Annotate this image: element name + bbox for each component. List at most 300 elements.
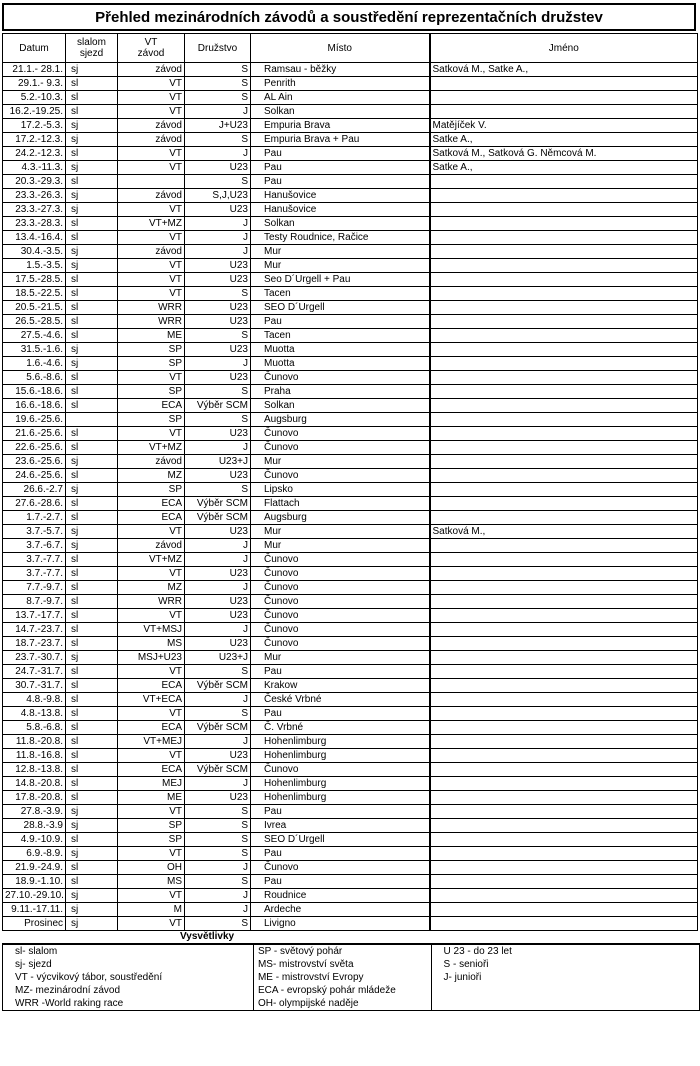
cell-names [430,819,698,833]
header-type-line2: závod [137,48,165,59]
cell-discipline: sj [66,161,118,175]
table-row [3,861,698,875]
cell-discipline: sl [66,609,118,623]
cell-date: 21.6.-25.6. [3,427,66,441]
legend-rows [3,944,700,1011]
cell-discipline: sl [66,105,118,119]
legend-item [431,984,699,997]
cell-type: WRR [118,301,185,315]
table-row [3,217,698,231]
cell-date: 27.8.-3.9. [3,805,66,819]
cell-names [430,301,698,315]
cell-type: ECA [118,721,185,735]
cell-team: S [185,287,251,301]
cell-names [430,371,698,385]
cell-type: závod [118,245,185,259]
table-row [3,777,698,791]
cell-place: Pau [251,707,430,721]
cell-type: VT [118,707,185,721]
cell-discipline: sl [66,553,118,567]
cell-discipline: sl [66,469,118,483]
cell-place: Empuria Brava + Pau [251,133,430,147]
cell-team: J [185,441,251,455]
cell-type: VT [118,609,185,623]
table-row [3,455,698,469]
cell-place: Flattach [251,497,430,511]
cell-names [430,441,698,455]
cell-place: Solkan [251,217,430,231]
cell-discipline: sj [66,889,118,903]
cell-team: S,J,U23 [185,189,251,203]
legend-item: J- junioři [431,971,699,984]
cell-place: Mur [251,651,430,665]
cell-names [430,791,698,805]
cell-type: MZ [118,469,185,483]
cell-team: S [185,833,251,847]
cell-type [118,175,185,189]
table-row [3,231,698,245]
table-row [3,539,698,553]
cell-team: U23 [185,791,251,805]
cell-date: 26.5.-28.5. [3,315,66,329]
cell-date: 26.6.-2.7 [3,483,66,497]
header-type [118,34,185,63]
cell-place: Pau [251,805,430,819]
cell-names [430,553,698,567]
cell-discipline: sl [66,511,118,525]
table-row [3,385,698,399]
cell-place: Livigno [251,917,430,931]
cell-team: U23 [185,469,251,483]
cell-type: VT [118,77,185,91]
cell-place: Tacen [251,287,430,301]
table-row [3,371,698,385]
table-row [3,427,698,441]
cell-names [430,189,698,203]
cell-discipline: sj [66,651,118,665]
schedule-rows [3,63,698,931]
table-row [3,805,698,819]
cell-date: 23.3.-28.3. [3,217,66,231]
legend-row [3,958,700,971]
table-row [3,679,698,693]
table-row [3,707,698,721]
cell-names: Satková M., Satková G. Němcová M. [430,147,698,161]
cell-date: 17.2.-5.3. [3,119,66,133]
cell-team: J [185,889,251,903]
cell-date: 18.7.-23.7. [3,637,66,651]
cell-type: VT+MZ [118,441,185,455]
cell-type: VT+MSJ [118,623,185,637]
cell-team: S [185,91,251,105]
cell-date: 12.8.-13.8. [3,763,66,777]
cell-discipline: sj [66,119,118,133]
cell-date: 17.8.-20.8. [3,791,66,805]
table-row [3,63,698,77]
cell-date: 16.6.-18.6. [3,399,66,413]
cell-discipline: sj [66,903,118,917]
cell-place: Čunovo [251,371,430,385]
cell-discipline: sl [66,595,118,609]
cell-team: S [185,385,251,399]
cell-team: U23+J [185,651,251,665]
cell-type: VT [118,525,185,539]
cell-names [430,245,698,259]
cell-type: VT [118,749,185,763]
table-row [3,147,698,161]
cell-type: VT [118,287,185,301]
cell-discipline: sj [66,245,118,259]
table-row [3,721,698,735]
cell-type: VT [118,91,185,105]
table-row [3,735,698,749]
cell-date: 11.8.-16.8. [3,749,66,763]
cell-date: 14.7.-23.7. [3,623,66,637]
table-row [3,609,698,623]
header-jmeno: Jméno [430,34,698,63]
cell-type: VT [118,259,185,273]
sheet-title: Přehled mezinárodních závodů a soustředění reprezentačních družstev [2,3,696,31]
cell-names [430,721,698,735]
cell-discipline: sl [66,427,118,441]
legend-item: ECA - evropský pohár mládeže [253,984,431,997]
table-row [3,343,698,357]
cell-date: 13.4.-16.4. [3,231,66,245]
cell-discipline: sj [66,357,118,371]
cell-names [430,413,698,427]
cell-names [430,595,698,609]
cell-type: MS [118,637,185,651]
table-row [3,315,698,329]
cell-discipline: sl [66,91,118,105]
table-row [3,329,698,343]
cell-team: S [185,63,251,77]
cell-team: U23 [185,567,251,581]
cell-team: U23 [185,343,251,357]
cell-discipline: sj [66,525,118,539]
cell-place: Krakow [251,679,430,693]
cell-discipline: sj [66,917,118,931]
cell-place: Čunovo [251,763,430,777]
cell-place: Mur [251,455,430,469]
cell-date: 22.6.-25.6. [3,441,66,455]
cell-type: SP [118,483,185,497]
cell-team: J [185,861,251,875]
table-row [3,819,698,833]
cell-place: Ivrea [251,819,430,833]
cell-discipline: sl [66,791,118,805]
cell-team: J [185,539,251,553]
cell-names [430,833,698,847]
cell-names [430,777,698,791]
cell-type: ECA [118,399,185,413]
cell-discipline: sl [66,497,118,511]
cell-place: Tacen [251,329,430,343]
cell-date: 20.3.-29.3. [3,175,66,189]
cell-names [430,259,698,273]
cell-discipline: sl [66,749,118,763]
cell-place: Čunovo [251,441,430,455]
cell-date: 28.8.-3.9 [3,819,66,833]
cell-type: závod [118,189,185,203]
cell-team: J [185,581,251,595]
cell-type: VT [118,273,185,287]
table-row [3,567,698,581]
cell-team: J [185,217,251,231]
cell-names [430,875,698,889]
table-row [3,357,698,371]
cell-type: VT [118,231,185,245]
cell-team: U23 [185,749,251,763]
cell-names [430,735,698,749]
legend-row [3,997,700,1011]
cell-date: Prosinec [3,917,66,931]
cell-team: U23 [185,525,251,539]
cell-place: Pau [251,175,430,189]
cell-place: Čunovo [251,553,430,567]
table-row [3,651,698,665]
table-row [3,581,698,595]
cell-discipline [66,413,118,427]
cell-type: MSJ+U23 [118,651,185,665]
cell-type: SP [118,833,185,847]
legend-item: S - senioři [431,958,699,971]
table-row [3,511,698,525]
cell-place: Čunovo [251,609,430,623]
cell-names [430,91,698,105]
cell-team: U23 [185,315,251,329]
cell-team: S [185,413,251,427]
cell-names [430,637,698,651]
cell-discipline: sl [66,399,118,413]
cell-type: závod [118,119,185,133]
cell-place: Solkan [251,399,430,413]
table-row [3,749,698,763]
cell-place: Mur [251,259,430,273]
cell-team: J [185,231,251,245]
legend-item: WRR -World raking race [3,997,254,1011]
cell-names [430,763,698,777]
table-row [3,917,698,931]
cell-place: Hohenlimburg [251,777,430,791]
table-row [3,889,698,903]
cell-team: U23+J [185,455,251,469]
cell-type: VT+MZ [118,217,185,231]
cell-names [430,469,698,483]
table-row [3,175,698,189]
cell-team: U23 [185,609,251,623]
cell-team: Výběr SCM [185,497,251,511]
cell-date: 24.7.-31.7. [3,665,66,679]
table-row [3,665,698,679]
cell-team: Výběr SCM [185,721,251,735]
cell-date: 3.7.-6.7. [3,539,66,553]
header-discipline [66,34,118,63]
cell-team: S [185,847,251,861]
cell-team: J [185,105,251,119]
cell-names [430,889,698,903]
legend-title: Vysvětlivky [180,931,235,942]
cell-type: VT+MEJ [118,735,185,749]
cell-date: 1.5.-3.5. [3,259,66,273]
table-row [3,903,698,917]
cell-team: U23 [185,637,251,651]
cell-type: MS [118,875,185,889]
cell-team: S [185,819,251,833]
table-row [3,413,698,427]
cell-discipline: sj [66,539,118,553]
cell-team: U23 [185,273,251,287]
cell-names [430,581,698,595]
cell-place: Augsburg [251,511,430,525]
cell-team: J [185,553,251,567]
table-row [3,525,698,539]
cell-team: J [185,735,251,749]
cell-date: 31.5.-1.6. [3,343,66,357]
cell-place: Ramsau - běžky [251,63,430,77]
cell-team: J [185,623,251,637]
cell-type: závod [118,133,185,147]
cell-discipline: sj [66,483,118,497]
table-row [3,91,698,105]
cell-date: 18.5.-22.5. [3,287,66,301]
cell-team: Výběr SCM [185,763,251,777]
table-row [3,245,698,259]
header-misto: Místo [251,34,430,63]
cell-date: 4.9.-10.9. [3,833,66,847]
cell-type: závod [118,63,185,77]
cell-place: Pau [251,315,430,329]
cell-names [430,693,698,707]
cell-names [430,861,698,875]
cell-names [430,665,698,679]
cell-names [430,679,698,693]
table-row [3,133,698,147]
cell-discipline: sl [66,581,118,595]
cell-discipline: sl [66,77,118,91]
cell-type: SP [118,343,185,357]
cell-names [430,917,698,931]
cell-date: 27.6.-28.6. [3,497,66,511]
cell-place: SEO D´Urgell [251,833,430,847]
cell-date: 23.3.-26.3. [3,189,66,203]
cell-discipline: sl [66,175,118,189]
cell-names [430,287,698,301]
cell-date: 21.9.-24.9. [3,861,66,875]
cell-discipline: sl [66,441,118,455]
table-row [3,763,698,777]
cell-team: U23 [185,595,251,609]
cell-type: VT [118,105,185,119]
cell-team: S [185,133,251,147]
cell-names: Satková M., [430,525,698,539]
table-row [3,399,698,413]
table-row [3,119,698,133]
cell-place: Č. Vrbné [251,721,430,735]
cell-discipline: sl [66,273,118,287]
cell-team: S [185,917,251,931]
cell-discipline: sj [66,63,118,77]
cell-date: 24.2.-12.3. [3,147,66,161]
cell-names [430,315,698,329]
legend-table [2,943,700,1011]
cell-discipline: sl [66,567,118,581]
cell-discipline: sl [66,875,118,889]
cell-team: Výběr SCM [185,399,251,413]
cell-place: Pau [251,847,430,861]
cell-place: Muotta [251,357,430,371]
cell-place: Čunovo [251,623,430,637]
cell-place: Hanušovice [251,203,430,217]
cell-names [430,357,698,371]
cell-names: Matějíček V. [430,119,698,133]
cell-type: VT [118,665,185,679]
cell-names [430,343,698,357]
cell-type: VT [118,889,185,903]
cell-names [430,497,698,511]
cell-date: 3.7.-7.7. [3,553,66,567]
header-druzstvo: Družstvo [185,34,251,63]
cell-names [430,567,698,581]
cell-names [430,231,698,245]
cell-team: S [185,805,251,819]
cell-date: 5.8.-6.8. [3,721,66,735]
cell-names [430,399,698,413]
cell-date: 21.1.- 28.1. [3,63,66,77]
legend-row [3,971,700,984]
cell-date: 29.1.- 9.3. [3,77,66,91]
table-row [3,301,698,315]
table-row [3,497,698,511]
cell-names: Satková M., Satke A., [430,63,698,77]
cell-date: 27.5.-4.6. [3,329,66,343]
cell-date: 9.11.-17.11. [3,903,66,917]
cell-type: SP [118,819,185,833]
cell-place: Solkan [251,105,430,119]
cell-place: Pau [251,875,430,889]
cell-type: VT [118,203,185,217]
cell-type: VT+ECA [118,693,185,707]
cell-place: Ardeche [251,903,430,917]
cell-date: 4.3.-11.3. [3,161,66,175]
cell-type: VT+MZ [118,553,185,567]
table-row [3,161,698,175]
table-row [3,595,698,609]
cell-type: ECA [118,679,185,693]
cell-team: U23 [185,259,251,273]
cell-names [430,77,698,91]
cell-date: 18.9.-1.10. [3,875,66,889]
cell-place: Testy Roudnice, Račice [251,231,430,245]
cell-date: 27.10.-29.10. [3,889,66,903]
cell-place: Empuria Brava [251,119,430,133]
cell-place: Penrith [251,77,430,91]
cell-team: J+U23 [185,119,251,133]
cell-date: 19.6.-25.6. [3,413,66,427]
cell-names: Satke A., [430,133,698,147]
cell-date: 20.5.-21.5. [3,301,66,315]
cell-type: MEJ [118,777,185,791]
cell-discipline: sl [66,637,118,651]
cell-team: J [185,245,251,259]
cell-type: WRR [118,595,185,609]
table-row [3,875,698,889]
cell-team: U23 [185,161,251,175]
cell-discipline: sl [66,693,118,707]
cell-date: 5.2.-10.3. [3,91,66,105]
cell-team: U23 [185,427,251,441]
legend-item: U 23 - do 23 let [431,944,699,958]
